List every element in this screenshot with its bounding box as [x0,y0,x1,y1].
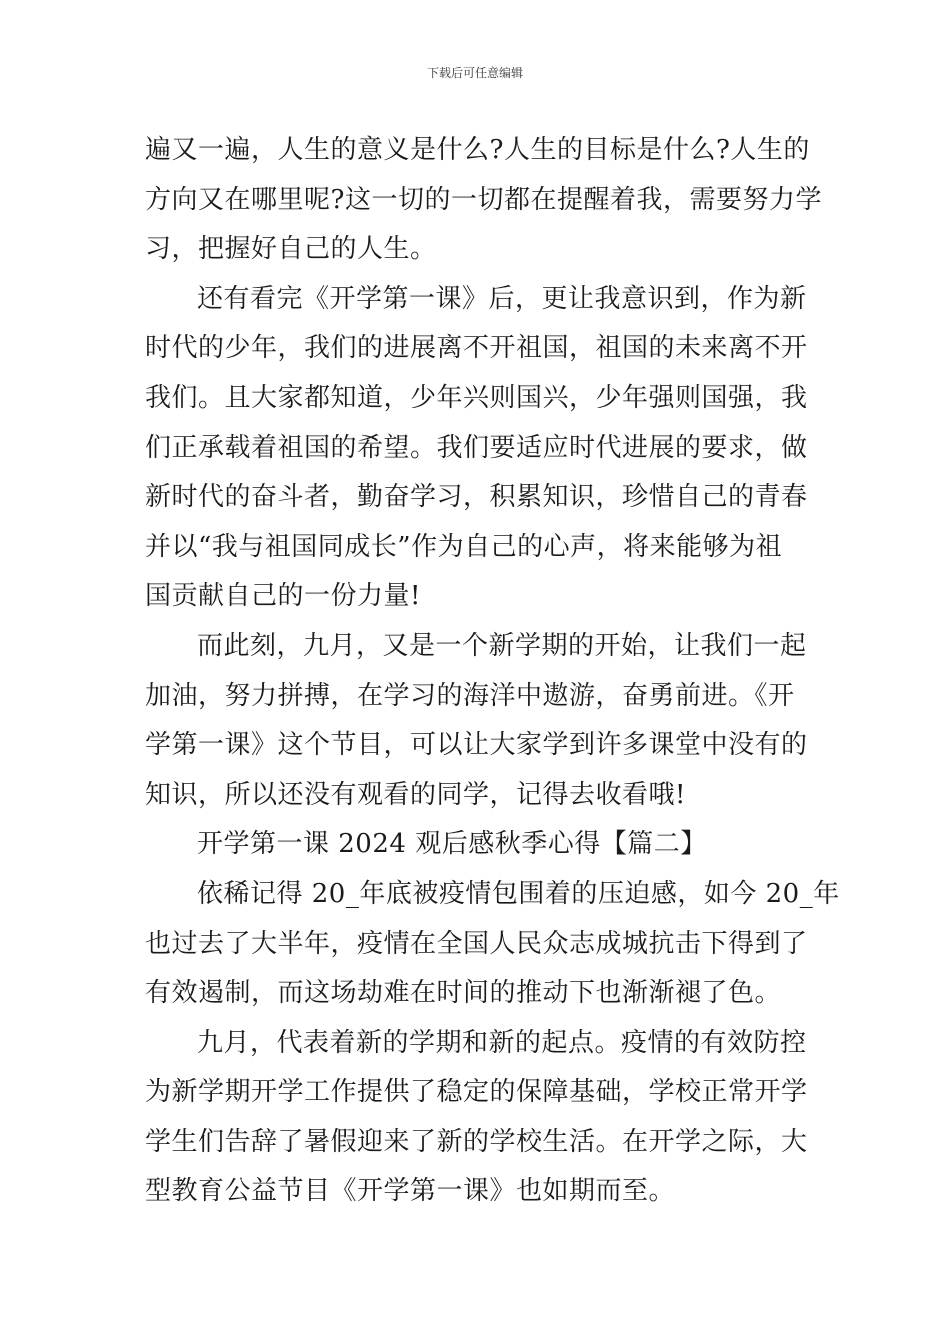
text-line: 加油，努力拼搏，在学习的海洋中遨游，奋勇前进。《开 [145,680,795,711]
page-header: 下载后可任意编辑 [426,66,523,80]
text-line: 有效遏制，而这场劫难在时间的推动下也渐渐褪了色。 [145,978,782,1009]
text-line: 我们。且大家都知道，少年兴则国兴，少年强则国强，我 [145,382,808,413]
paragraph-first-line: 还有看完《开学第一课》后，更让我意识到，作为新 [197,283,807,314]
paragraph-first-line: 九月，代表着新的学期和新的起点。疫情的有效防控 [197,1027,807,1058]
text-line: 也过去了大半年，疫情在全国人民众志成城抗击下得到了 [145,928,808,959]
text-line: 为新学期开学工作提供了稳定的保障基础，学校正常开学 [145,1077,808,1108]
text-line: 方向又在哪里呢?这一切的一切都在提醒着我，需要努力学 [145,184,822,215]
text-line: 遍又一遍，人生的意义是什么?人生的目标是什么?人生的 [145,135,810,165]
text-line: 知识，所以还没有观看的同学，记得去收看哦! [145,779,686,810]
paragraph-first-line: 依稀记得 20_年底被疫情包围着的压迫感，如今 20_年 [197,878,840,909]
text-line: 习，把握好自己的人生。 [145,234,437,265]
text-line: 学第一课》这个节目，可以让大家学到许多课堂中没有的 [145,730,808,761]
text-line: 时代的少年，我们的进展离不开祖国，祖国的未来离不开 [145,333,808,364]
text-line: 国贡献自己的一份力量! [145,581,421,612]
document-body [145,126,840,1217]
text-line: 们正承载着祖国的希望。我们要适应时代进展的要求，做 [145,432,808,463]
text-line: 学生们告辞了暑假迎来了新的学校生活。在开学之际，大 [145,1126,808,1157]
text-line: 新时代的奋斗者，勤奋学习，积累知识，珍惜自己的青春 [145,482,808,513]
section-heading: 开学第一课 2024 观后感秋季心得【篇二】 [197,829,707,860]
paragraph-first-line: 而此刻，九月，又是一个新学期的开始，让我们一起 [197,630,807,661]
text-line: 型教育公益节目《开学第一课》也如期而至。 [145,1176,676,1207]
text-line: 并以“我与祖国同成长”作为自己的心声，将来能够为祖 [145,531,783,562]
